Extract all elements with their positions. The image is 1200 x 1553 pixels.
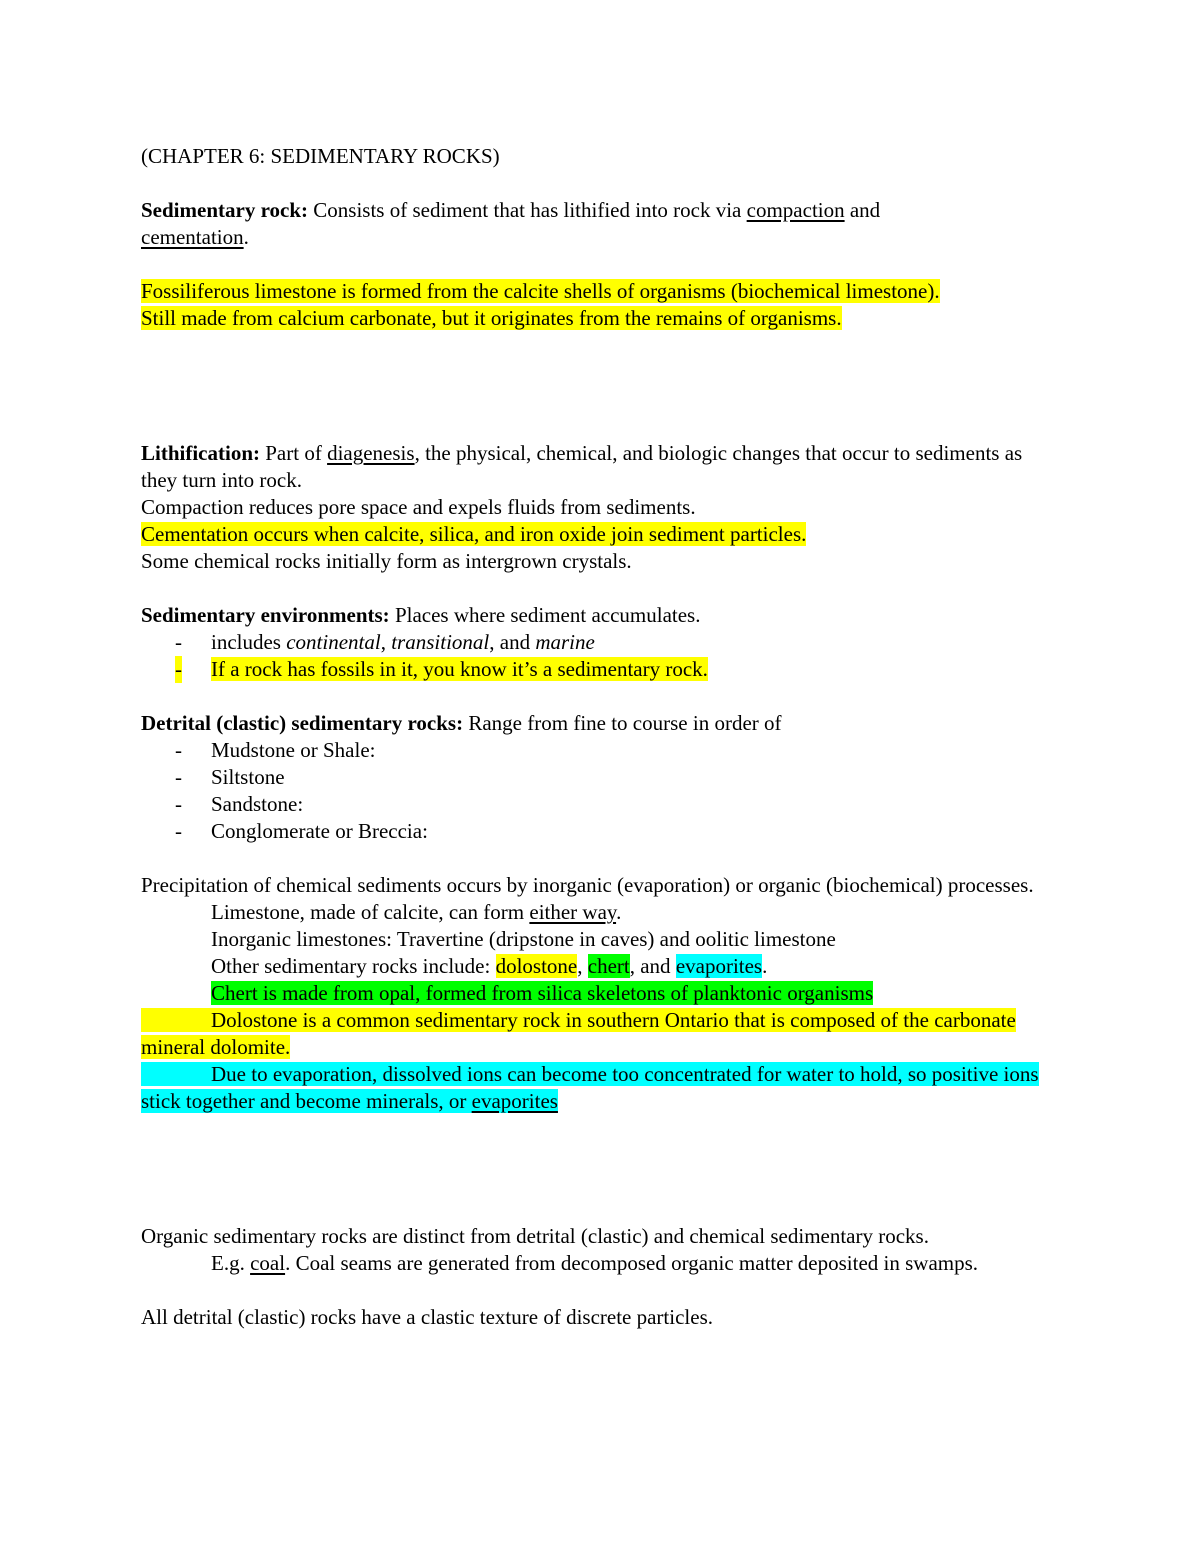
line-text: E.g. [211, 1251, 251, 1275]
underlined-either-way: either way [529, 900, 617, 924]
list-item [141, 818, 1046, 845]
chapter-heading: (CHAPTER 6: SEDIMENTARY ROCKS) [141, 144, 500, 168]
document-body [141, 143, 1046, 1331]
detrital-list [141, 737, 1046, 845]
detrital-definition [141, 710, 1046, 737]
closing-line: All detrital (clastic) rocks have a clastic texture of discrete particles. [141, 1305, 713, 1329]
list-item [141, 629, 1046, 656]
highlighted-dolostone: dolostone [495, 954, 578, 978]
note-text: Due to evaporation, dissolved ions can become too concentrated for water to hold, so positive ions stick together and become minerals, or [141, 1062, 1039, 1113]
italic-marine: marine [535, 630, 595, 654]
organic-intro: Organic sedimentary rocks are distinct from detrital (clastic) and chemical sedimentary rocks. [141, 1224, 929, 1248]
note-text: Dolostone is a common sedimentary rock in southern Ontario that is composed of the carbonate mineral dolomite. [141, 1008, 1016, 1059]
highlighted-text: If a rock has fossils in it, you know it’s a sedimentary rock. [211, 657, 708, 681]
list-item [141, 791, 1046, 818]
underlined-diagenesis: diagenesis [327, 441, 415, 465]
italic-transitional: transitional [391, 630, 490, 654]
inorganic-limestones-line: Inorganic limestones: Travertine (dripstone in caves) and oolitic limestone [211, 927, 836, 951]
definition-text: . [243, 225, 249, 249]
highlighted-chert: chert [587, 954, 630, 978]
term-sedimentary-environments: Sedimentary environments: [141, 603, 390, 627]
cementation-line [141, 521, 1046, 548]
line-text: , [577, 954, 588, 978]
definition-text: Places where sediment accumulates. [389, 603, 701, 627]
definition-text: Part of [260, 441, 328, 465]
chert-note [141, 980, 1046, 1007]
highlighted-text: Chert is made from opal, formed from silica skeletons of planktonic organisms [211, 981, 874, 1005]
coal-example [141, 1250, 1046, 1277]
evaporation-note [141, 1061, 1046, 1115]
line-text: Other sedimentary rocks include: [211, 954, 496, 978]
line-text: , and [629, 954, 676, 978]
limestone-line [141, 899, 1046, 926]
chemical-intro: Precipitation of chemical sediments occurs by inorganic (evaporation) or organic (biochemical) processes. [141, 873, 1034, 897]
line-text: Limestone, made of calcite, can form [211, 900, 530, 924]
term-detrital-rocks: Detrital (clastic) sedimentary rocks: [141, 711, 464, 735]
crystals-line: Some chemical rocks initially form as intergrown crystals. [141, 549, 632, 573]
definition-text: and [844, 198, 881, 222]
highlighted-text [141, 1062, 1039, 1113]
dash-bullet: - [175, 792, 182, 816]
italic-continental: continental [286, 630, 381, 654]
dash-bullet: - [175, 657, 182, 681]
list-text: includes [211, 630, 287, 654]
underlined-coal: coal [250, 1251, 286, 1275]
definition-text: Range from fine to course in order of [463, 711, 782, 735]
line-text: . [616, 900, 622, 924]
underlined-compaction: compaction [746, 198, 845, 222]
list-item [141, 737, 1046, 764]
list-text: Mudstone or Shale: [211, 738, 376, 762]
list-item [141, 764, 1046, 791]
list-text: Siltstone [211, 765, 285, 789]
underlined-evaporites: evaporites [471, 1089, 558, 1113]
dash-bullet: - [175, 630, 182, 654]
fossil-note-line2 [141, 305, 1046, 332]
highlighted-text: Fossiliferous limestone is formed from the calcite shells of organisms (biochemical limestone). [141, 279, 940, 303]
highlighted-text: Cementation occurs when calcite, silica, and iron oxide join sediment particles. [141, 522, 807, 546]
highlighted-evaporites: evaporites [675, 954, 763, 978]
sedimentary-rock-definition [141, 197, 1046, 251]
dash-bullet: - [175, 765, 182, 789]
underlined-cementation: cementation [141, 225, 244, 249]
dash-bullet: - [175, 738, 182, 762]
list-text: Sandstone: [211, 792, 304, 816]
list-text: , [380, 630, 392, 654]
dolostone-note [141, 1007, 1046, 1061]
highlighted-text: Still made from calcium carbonate, but it originates from the remains of organisms. [141, 306, 842, 330]
term-lithification: Lithification: [141, 441, 260, 465]
lithification-definition [141, 440, 1046, 494]
line-text: . [762, 954, 768, 978]
environments-definition [141, 602, 1046, 629]
list-text: Conglomerate or Breccia: [211, 819, 428, 843]
fossil-note-line1 [141, 278, 1046, 305]
line-text: . Coal seams are generated from decomposed organic matter deposited in swamps. [285, 1251, 979, 1275]
definition-text: Consists of sediment that has lithified into rock via [308, 198, 747, 222]
list-item [141, 656, 1046, 683]
term-sedimentary-rock: Sedimentary rock: [141, 198, 309, 222]
compaction-line: Compaction reduces pore space and expels fluids from sediments. [141, 495, 696, 519]
environments-list [141, 629, 1046, 683]
definition-text: , the physical, chemical, and biologic changes that occur to sediments as they turn into rock. [141, 441, 1023, 492]
other-rocks-line [141, 953, 1046, 980]
list-text: , and [489, 630, 536, 654]
dash-bullet: - [175, 819, 182, 843]
highlighted-text [141, 1008, 1016, 1059]
